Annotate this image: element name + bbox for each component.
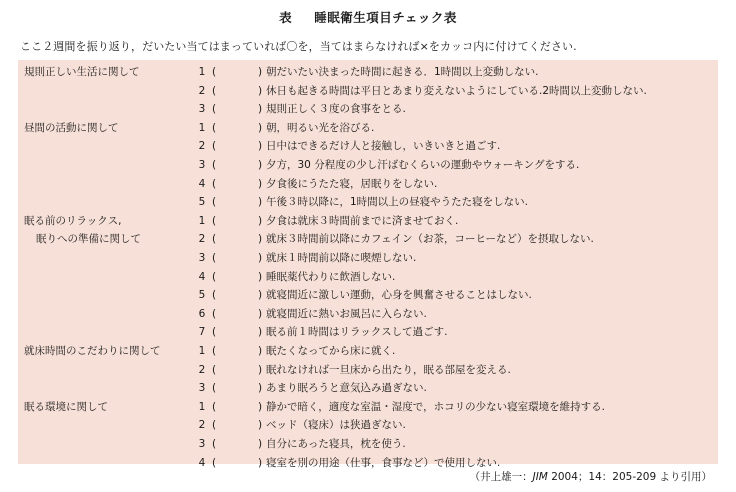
category-label: 眠る前のリラックス, [24,214,122,227]
item-text: あまり眠ろうと意気込み過ぎない. [266,382,427,395]
item-text: 夕食は就床３時間前までに済ませておく. [266,214,459,227]
table-row [18,100,718,119]
table-row [18,323,718,342]
item-number: 2 [198,140,206,153]
paren-close: ) [258,270,263,283]
table-row [18,286,718,305]
paren-close: ) [258,233,263,246]
table-row [18,119,718,138]
item-text: 眠れなければ一旦床から出たり，眠る部屋を変える. [266,363,511,376]
paren-open: ( [212,140,217,153]
table-row [18,268,718,287]
paren-close: ) [258,121,263,134]
paren-open: ( [212,326,217,339]
item-text: 就寝間近に激しい運動，心身を興奮させることはしない. [266,289,532,302]
category-label: 眠りへの準備に関して [36,233,141,246]
paren-close: ) [258,382,263,395]
paren-close: ) [258,345,263,357]
item-number: 3 [198,252,206,264]
item-number: 2 [198,363,206,376]
paren-close: ) [258,363,263,376]
item-text: 夕食後にうたた寝，居眠りをしない. [266,177,438,190]
paren-close: ) [258,326,263,339]
item-number: 4 [198,456,206,469]
item-text: 眠たくなってから床に就く. [266,345,396,357]
table-title [0,8,736,26]
instruction-text: ここ２週間を振り返り，だいたい当てはまっていれば〇を，当てはまらなければ×をカッコ内に付けてください. [20,40,577,53]
citation [470,469,712,484]
table-row [18,137,718,156]
table-label: 表 [279,10,293,25]
item-number: 4 [198,177,206,190]
paren-open: ( [212,103,217,116]
item-number: 2 [198,419,206,432]
item-text: 休日も起きる時間は平日とあまり変えないようにしている.2時間以上変動しない. [266,84,647,97]
item-number: 1 [198,66,206,78]
item-text: 夕方，30 分程度の少し汗ばむくらいの運動やウォーキングをする. [266,159,580,171]
paren-close: ) [258,419,263,432]
paren-close: ) [258,177,263,190]
paren-open: ( [212,363,217,376]
table-row [18,230,718,249]
table-row [18,156,718,175]
table-row [18,193,718,212]
citation-details: 2004；14：205-209 より引用） [547,471,712,483]
item-text: 日中はできるだけ人と接触し，いきいきと過ごす. [266,140,501,153]
item-text: 午後３時以降に，1時間以上の昼寝やうたた寝をしない. [266,196,529,209]
paren-close: ) [258,84,263,97]
item-number: 7 [198,326,206,339]
item-text: 就寝間近に熱いお風呂に入らない. [266,307,427,320]
category-label: 昼間の活動に関して [24,121,119,134]
paren-open: ( [212,382,217,395]
paren-close: ) [258,66,263,78]
table-title-text: 睡眠衛生項目チェック表 [314,10,457,25]
item-number: 3 [198,103,206,116]
item-text: 睡眠薬代わりに飲酒しない. [266,270,396,283]
paren-open: ( [212,438,217,450]
table-row [18,342,718,361]
item-text: 寝室を別の用途（仕事，食事など）で使用しない. [266,456,501,469]
item-text: 朝だいたい決まった時間に起きる．1時間以上変動しない. [266,66,539,78]
item-text: 規則正しく３度の食事をとる. [266,103,406,116]
table-row [18,82,718,101]
paren-open: ( [212,233,217,246]
paren-open: ( [212,66,217,78]
item-number: 5 [198,196,206,209]
item-number: 3 [198,438,206,450]
item-number: 2 [198,233,206,246]
paren-open: ( [212,177,217,190]
paren-open: ( [212,419,217,432]
paren-close: ) [258,140,263,153]
paren-close: ) [258,103,263,116]
paren-open: ( [212,214,217,227]
paren-open: ( [212,121,217,134]
paren-open: ( [212,196,217,209]
table-row [18,435,718,454]
checklist-table [18,60,718,469]
item-text: 就床３時間前以降にカフェイン（お茶，コーヒーなど）を摂取しない. [266,233,594,246]
item-number: 1 [198,214,206,227]
item-text: 眠る前１時間はリラックスして過ごす. [266,326,448,339]
item-number: 3 [198,159,206,171]
citation-author: （井上雄一： [469,471,533,483]
paren-close: ) [258,438,263,450]
item-number: 1 [198,400,206,413]
paren-close: ) [258,196,263,209]
category-label: 就床時間のこだわりに関して [24,345,161,357]
category-label: 眠る環境に関して [24,400,108,413]
paren-close: ) [258,214,263,227]
paren-open: ( [212,345,217,357]
paren-open: ( [212,252,217,264]
item-number: 6 [198,307,206,320]
table-row [18,305,718,324]
item-number: 3 [198,382,206,395]
paren-close: ) [258,252,263,264]
table-row [18,212,718,231]
paren-open: ( [212,456,217,469]
item-number: 5 [198,289,206,302]
item-number: 1 [198,121,206,134]
paren-open: ( [212,270,217,283]
paren-close: ) [258,289,263,302]
item-text: 就床１時間前以降に喫煙しない. [266,252,417,264]
paren-close: ) [258,159,263,171]
category-label: 規則正しい生活に関して [24,66,140,78]
item-text: ベッド（寝床）は狭過ぎない. [266,419,406,432]
item-number: 2 [198,84,206,97]
paren-open: ( [212,84,217,97]
table-row [18,249,718,268]
item-number: 4 [198,270,206,283]
table-row [18,175,718,194]
table-row [18,416,718,435]
paren-open: ( [212,159,217,171]
paren-open: ( [212,400,217,413]
item-text: 朝，明るい光を浴びる. [266,121,375,134]
paren-open: ( [212,289,217,302]
paren-close: ) [258,456,263,469]
paren-open: ( [212,307,217,320]
table-row [18,398,718,417]
paren-close: ) [258,307,263,320]
table-row [18,63,718,82]
item-text: 静かで暗く，適度な室温・湿度で，ホコリの少ない寝室環境を維持する. [266,400,605,413]
table-row [18,361,718,380]
citation-journal: JIM [532,471,548,483]
item-text: 自分にあった寝具，枕を使う. [266,438,406,450]
item-number: 1 [198,345,206,357]
table-row [18,379,718,398]
paren-close: ) [258,400,263,413]
